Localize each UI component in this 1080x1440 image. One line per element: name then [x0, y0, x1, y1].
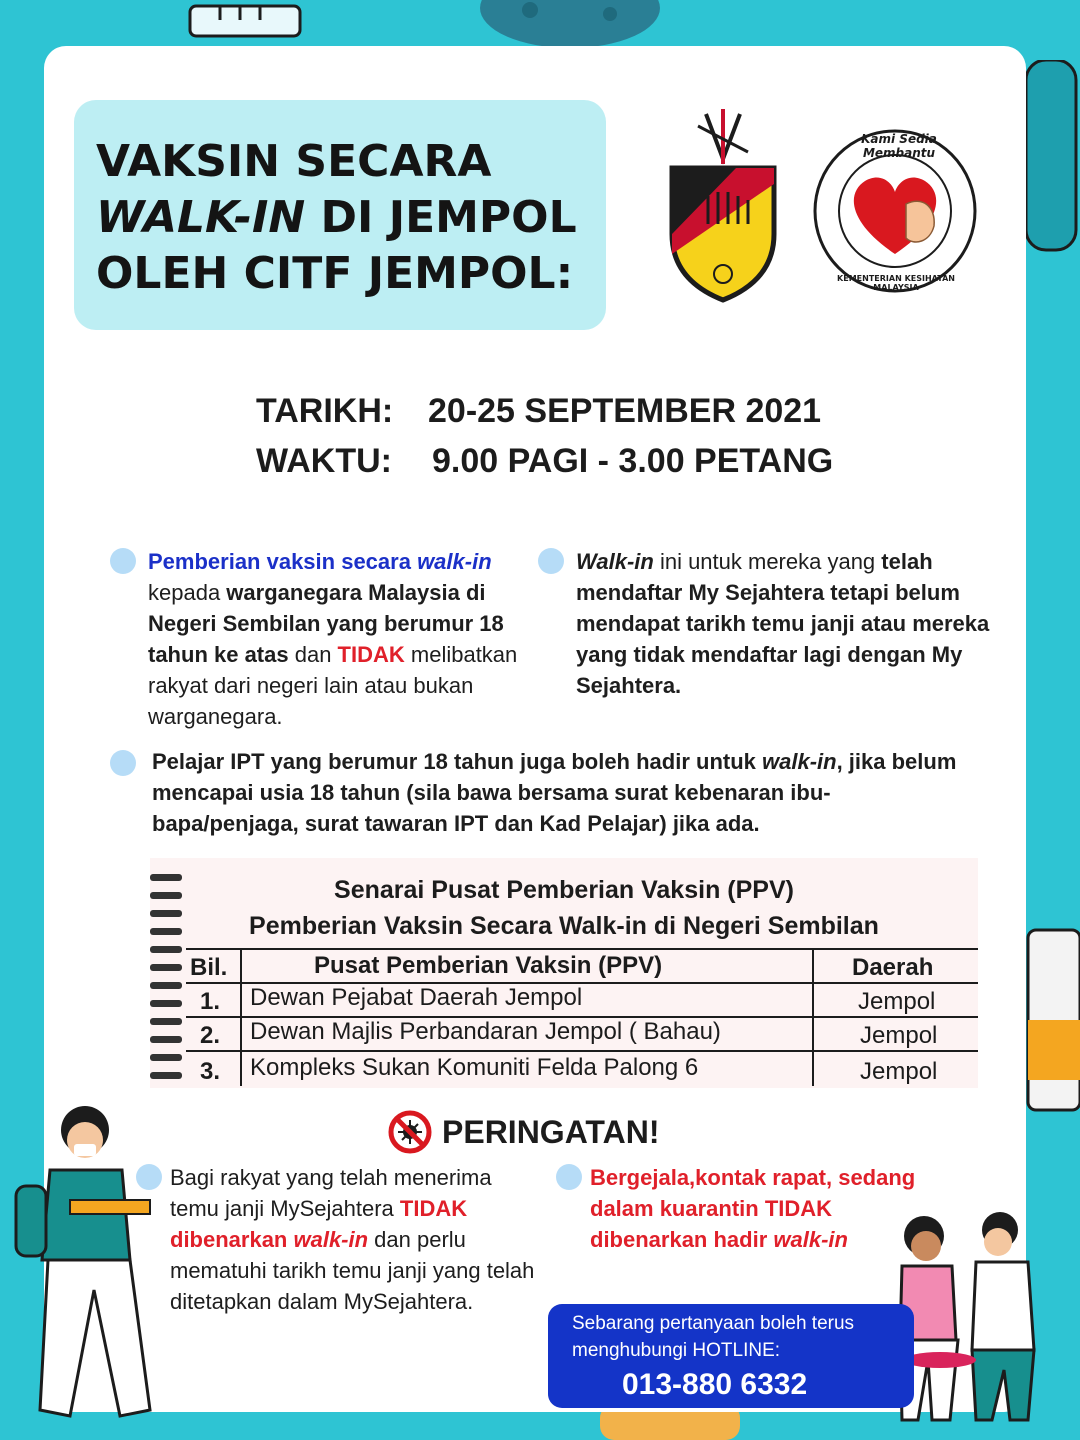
notebook-ring	[150, 1036, 182, 1043]
row-1-district: Jempol	[858, 988, 936, 1015]
warning-left-text: Bagi rakyat yang telah menerima temu janji MySejahtera TIDAK dibenarkan walk-in dan perlu mematuhi tarikh temu janji yang telah ditetapkan dalam MySejahtera.	[170, 1165, 535, 1314]
row-1-no: 1.	[200, 988, 221, 1015]
syringe-decoration-icon	[180, 0, 310, 50]
notebook-ring	[150, 1054, 182, 1061]
title-location: DI JEMPOL	[305, 192, 577, 243]
info3-text: Pelajar IPT yang berumur 18 tahun juga boleh hadir untuk walk-in, jika belum mencapai usia 18 tahun (sila bawa bersama surat kebenaran ibu-bapa/penjaga, surat tawaran IPT dan Kad Pelajar) jika ada.	[152, 749, 957, 836]
warning-title	[388, 1110, 659, 1154]
row-1-center: Dewan Pejabat Daerah Jempol	[250, 984, 583, 1011]
kkm-ring-text: Kami Sedia Membantu	[861, 132, 937, 160]
time-value: 9.00 PAGI - 3.00 PETANG	[432, 442, 834, 480]
title-walk-in: WALK-IN	[96, 192, 306, 243]
header-bil: Bil.	[190, 954, 228, 981]
schedule-block	[256, 386, 833, 486]
warning-title-text: PERINGATAN!	[442, 1113, 660, 1150]
table-rule	[240, 948, 242, 1086]
hotline-box	[548, 1304, 914, 1408]
notebook-ring	[150, 964, 182, 971]
no-virus-icon	[388, 1110, 432, 1154]
title-box	[74, 100, 606, 330]
info2-text: Walk-in ini untuk mereka yang telah mendaftar My Sejahtera tetapi belum mendapat tarikh temu janji atau mereka yang tidak mendaftar lagi dengan My Sejahtera.	[576, 549, 990, 698]
info3-bullet	[110, 750, 136, 776]
hotline-question: Sebarang pertanyaan boleh terus menghubungi HOTLINE:	[572, 1313, 855, 1361]
title-line-1: VAKSIN SECARA	[96, 136, 492, 187]
negeri-sembilan-crest-icon	[666, 104, 780, 304]
notebook-ring	[150, 946, 182, 953]
date-label: TARIKH:	[256, 392, 394, 430]
table-title-2: Pemberian Vaksin Secara Walk-in di Negeri Sembilan	[249, 912, 879, 940]
warning-right-text: Bergejala,kontak rapat, sedang dalam kuarantin TIDAK dibenarkan hadir walk-in	[590, 1165, 916, 1252]
bandage-decoration-icon	[1020, 60, 1080, 260]
virus-decoration-icon	[470, 0, 670, 50]
table-rule	[186, 1050, 978, 1052]
table-rule	[812, 948, 814, 1086]
row-2-district: Jempol	[860, 1022, 938, 1049]
info2-bullet	[538, 548, 564, 574]
info1-bullet	[110, 548, 136, 574]
hotline-number[interactable]: 013-880 6332	[622, 1368, 808, 1401]
date-row	[256, 386, 833, 436]
table-rule	[186, 948, 978, 950]
title-line-3: OLEH CITF JEMPOL:	[96, 248, 574, 299]
warning-right-bullet	[556, 1164, 582, 1190]
notebook-ring	[150, 982, 182, 989]
header-center: Pusat Pemberian Vaksin (PPV)	[314, 952, 663, 979]
kkm-lower-text: KEMENTERIAN KESIHATAN MALAYSIA	[837, 274, 955, 292]
row-3-no: 3.	[200, 1058, 221, 1085]
row-3-district: Jempol	[860, 1058, 938, 1085]
table-title-1: Senarai Pusat Pemberian Vaksin (PPV)	[334, 876, 794, 904]
nurse-illustration-icon	[10, 1100, 180, 1430]
notebook-ring	[150, 1018, 182, 1025]
time-label: WAKTU:	[256, 442, 392, 480]
vial-decoration-icon	[1020, 920, 1080, 1120]
info1-text: Pemberian vaksin secara walk-in kepada warganegara Malaysia di Negeri Sembilan yang berumur 18 tahun ke atas dan TIDAK melibatkan rakyat dari negeri lain atau bukan warganegara.	[148, 549, 518, 729]
time-row	[256, 436, 833, 486]
ppv-table	[150, 858, 978, 1088]
kkm-logo	[810, 126, 980, 296]
row-2-no: 2.	[200, 1022, 221, 1049]
notebook-ring	[150, 1072, 182, 1079]
notebook-ring	[150, 1000, 182, 1007]
header-district: Daerah	[852, 954, 934, 981]
row-2-center: Dewan Majlis Perbandaran Jempol ( Bahau)	[250, 1018, 721, 1045]
title-line-2	[96, 190, 606, 246]
date-value: 20-25 SEPTEMBER 2021	[428, 392, 822, 430]
row-3-center: Kompleks Sukan Komuniti Felda Palong 6	[250, 1054, 699, 1081]
